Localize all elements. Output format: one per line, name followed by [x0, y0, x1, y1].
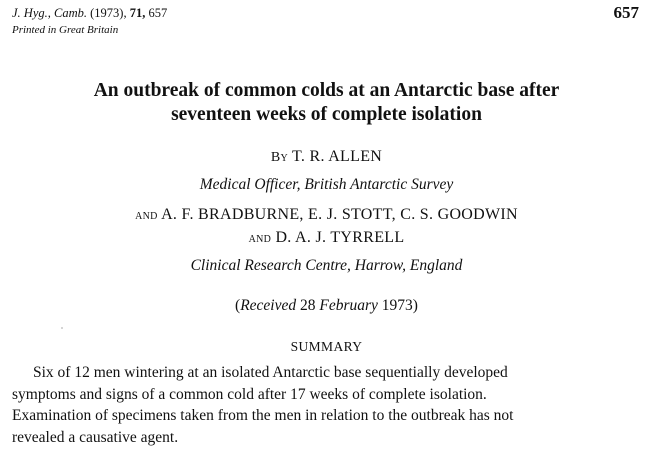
affiliation-2: Clinical Research Centre, Harrow, England: [190, 257, 463, 274]
journal-name: J. Hyg., Camb.: [12, 6, 87, 20]
received-month: February: [319, 297, 378, 314]
title-line-1: An outbreak of common colds at an Antarctic base after: [93, 80, 560, 101]
by-word: By: [270, 150, 289, 165]
journal-year: (1973),: [90, 6, 127, 20]
author-allen: T. R. ALLEN: [292, 148, 383, 165]
title-line-2: seventeen weeks of complete isolation: [171, 104, 482, 125]
and-word: and: [135, 208, 158, 223]
coauthors-line-1: [0, 205, 653, 226]
received-date: (Received 28 February 1973): [235, 297, 418, 314]
received-word: Received: [240, 297, 297, 314]
article-title: [0, 79, 653, 127]
author-tyrrell: D. A. J. TYRRELL: [275, 229, 405, 246]
summary-line: Six of 12 men wintering at an isolated Antarctic base sequentially developed: [33, 364, 508, 381]
summary-line: revealed a causative agent.: [12, 428, 179, 446]
journal-citation: [12, 5, 167, 22]
byline: [0, 147, 653, 168]
journal-volume: 71,: [129, 6, 146, 20]
summary-line: symptoms and signs of a common cold after 17 weeks of complete isolation.: [12, 385, 487, 403]
print-speck: [61, 327, 63, 329]
summary-line: Examination of specimens taken from the men in relation to the outbreak has not: [12, 407, 514, 424]
journal-page: 657: [148, 6, 168, 20]
affiliation-1: Medical Officer, British Antarctic Survey: [199, 176, 454, 193]
page-number: 657: [613, 3, 639, 22]
coauthors-line-2: [0, 228, 653, 249]
coauthors-names: A. F. BRADBURNE, E. J. STOTT, C. S. GOODWIN: [161, 206, 518, 223]
summary-heading: SUMMARY: [290, 339, 363, 354]
and-word: and: [248, 231, 272, 246]
printed-in-note: Printed in Great Britain: [12, 24, 119, 36]
running-header: [12, 5, 167, 39]
summary-text: [12, 362, 638, 448]
